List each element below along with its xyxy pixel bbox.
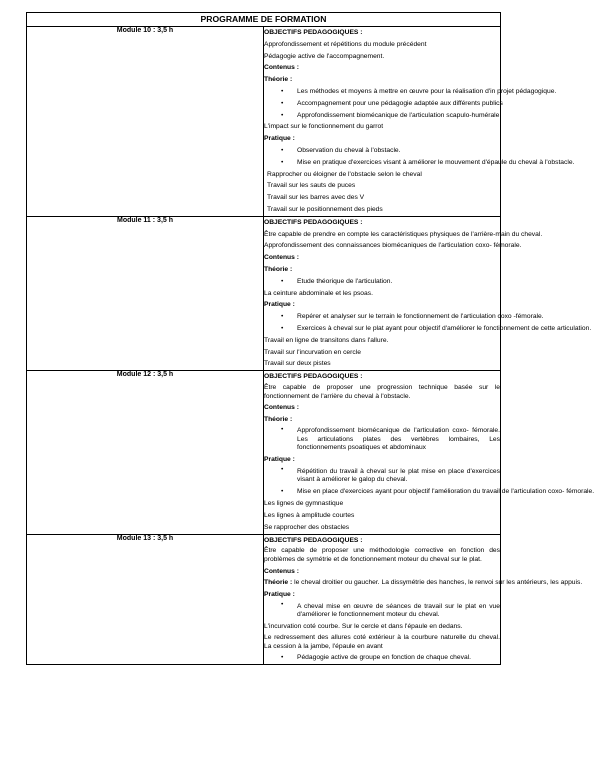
section-heading: Pratique : — [264, 301, 295, 309]
paragraph: Être capable de proposer une progression technique basée sur le fonctionnement de l'arrière du cheval à l'obstacle. — [264, 383, 500, 400]
bullet-item: • Mise en pratique d'exercices visant à améliorer le mouvement d'épaule du cheval à l'obstacle. — [264, 157, 500, 169]
module-label: Module 13 : 3,5 h — [27, 534, 264, 664]
content-line: Les lignes de gymnastique — [264, 500, 344, 508]
section-heading: Pratique : — [264, 135, 295, 143]
section-heading: OBJECTIFS PEDAGOGIQUES : — [264, 218, 363, 226]
section-heading: OBJECTIFS PEDAGOGIQUES : — [264, 373, 363, 381]
module-content — [264, 371, 594, 535]
bullet-item: • Mise en place d'exercices ayant pour objectif l'amélioration du travail de l'articulation coxo- fémorale. — [264, 486, 500, 498]
bullet-item: • Approfondissement biomécanique de l'articulation coxo- fémorale. Les articulations plates des vertèbres lombaires, Les fonctionnements psoatiques et abdominaux — [264, 426, 500, 455]
module-row — [27, 216, 501, 370]
bullet-item: • Pédagogie active de groupe en fonction de chaque cheval. — [264, 652, 500, 664]
bullet-item: • Etude théorique de l'articulation. — [264, 276, 500, 288]
content-line: Se rapprocher des obstacles — [264, 523, 350, 531]
table-title: PROGRAMME DE FORMATION — [27, 13, 501, 27]
content-line: La ceinture abdominale et les psoas. — [264, 289, 373, 297]
section-heading: OBJECTIFS PEDAGOGIQUES : — [264, 536, 363, 544]
content-line: Rapprocher ou éloigner de l'obstacle selon le cheval — [267, 170, 422, 178]
section-heading: OBJECTIFS PEDAGOGIQUES : — [264, 29, 363, 36]
section-heading: Théorie : — [264, 415, 293, 423]
section-heading: Pratique : — [264, 456, 295, 464]
module-label: Module 10 : 3,5 h — [27, 27, 264, 217]
training-program-table — [26, 12, 594, 665]
bullet-item: • Répétition du travail à cheval sur le plat mise en place d'exercices visant à améliorer le galop du cheval. — [264, 466, 500, 486]
module-row — [27, 371, 501, 535]
content-line: Approfondissement des connaissances biomécaniques de l'articulation coxo- fémorale. — [264, 242, 522, 250]
section-heading: Contenus : — [264, 404, 299, 412]
content-line — [264, 577, 583, 589]
paragraph: Être capable de proposer une méthodologie corrective en fonction des problèmes de symétrie et de fonctionnement moteur du cheval sur le plat. — [264, 547, 500, 564]
section-heading: Contenus : — [264, 567, 299, 575]
modules-body — [27, 27, 594, 665]
module-row — [27, 534, 501, 664]
bullet-item: • Les méthodes et moyens à mettre en œuvre pour la réalisation d'in projet pédagogique. — [264, 86, 500, 98]
content-line: Travail sur l'incurvation en cercle — [264, 348, 361, 356]
section-heading: Contenus : — [264, 64, 299, 72]
content-line: L'incurvation coté courbe. Sur le cercle et dans l'épaule en dedans. — [264, 623, 463, 631]
content-line: Travail sur le positionnement des pieds — [267, 205, 383, 213]
section-heading: Pratique : — [264, 591, 295, 599]
module-row — [27, 27, 501, 217]
content-line: Travail sur deux pistes — [264, 360, 331, 368]
content-text: le cheval droitier ou gaucher. La dissymétrie des hanches, le renvoi sur les antérieurs, les appuis. — [292, 579, 583, 587]
content-line: Les lignes à amplitude courtes — [264, 512, 355, 520]
content-line: Travail sur les barres avec des V — [267, 194, 365, 202]
content-line: Approfondissement et répétitions du module précédent — [264, 40, 427, 48]
section-heading: Théorie : — [264, 265, 293, 273]
module-label: Module 12 : 3,5 h — [27, 371, 264, 535]
module-label: Module 11 : 3,5 h — [27, 216, 264, 370]
content-line: Pédagogie active de l'accompagnement. — [264, 52, 385, 60]
bullet-item: • Accompagnement pour une pédagogie adaptée aux différents publics — [264, 98, 500, 110]
content-line: L'impact sur le fonctionnement du garrot — [264, 123, 384, 131]
content-line: Travail en ligne de transitons dans l'allure. — [264, 336, 389, 344]
bullet-item: • A cheval mise en œuvre de séances de travail sur le plat en vue d'améliorer le fonctionnement moteur du cheval. — [264, 601, 500, 621]
bullet-item: • Repérer et analyser sur le terrain le fonctionnement de l'articulation coxo -fémorale. — [264, 311, 500, 323]
section-heading: Théorie : — [264, 76, 293, 84]
paragraph: Le redressement des allures coté extérieur à la courbure naturelle du cheval. La cession à la jambe, l'épaule en avant — [264, 634, 500, 650]
bullet-item: • Exercices à cheval sur le plat ayant pour objectif d'améliorer le fonctionnement de cette articulation. — [264, 323, 500, 335]
bullet-item: • Approfondissement biomécanique de l'articulation scapulo-humérale. — [264, 110, 500, 122]
content-line: Être capable de prendre en compte les caractéristiques physiques de l'arrière-main du cheval. — [264, 230, 543, 238]
content-line: Travail sur les sauts de puces — [267, 182, 356, 190]
section-heading: Contenus : — [264, 254, 299, 262]
bullet-item: • Observation du cheval à l'obstacle. — [264, 145, 500, 157]
module-content — [264, 27, 575, 217]
module-content — [264, 534, 583, 664]
module-content — [264, 216, 592, 370]
section-heading: Théorie : — [264, 579, 293, 587]
